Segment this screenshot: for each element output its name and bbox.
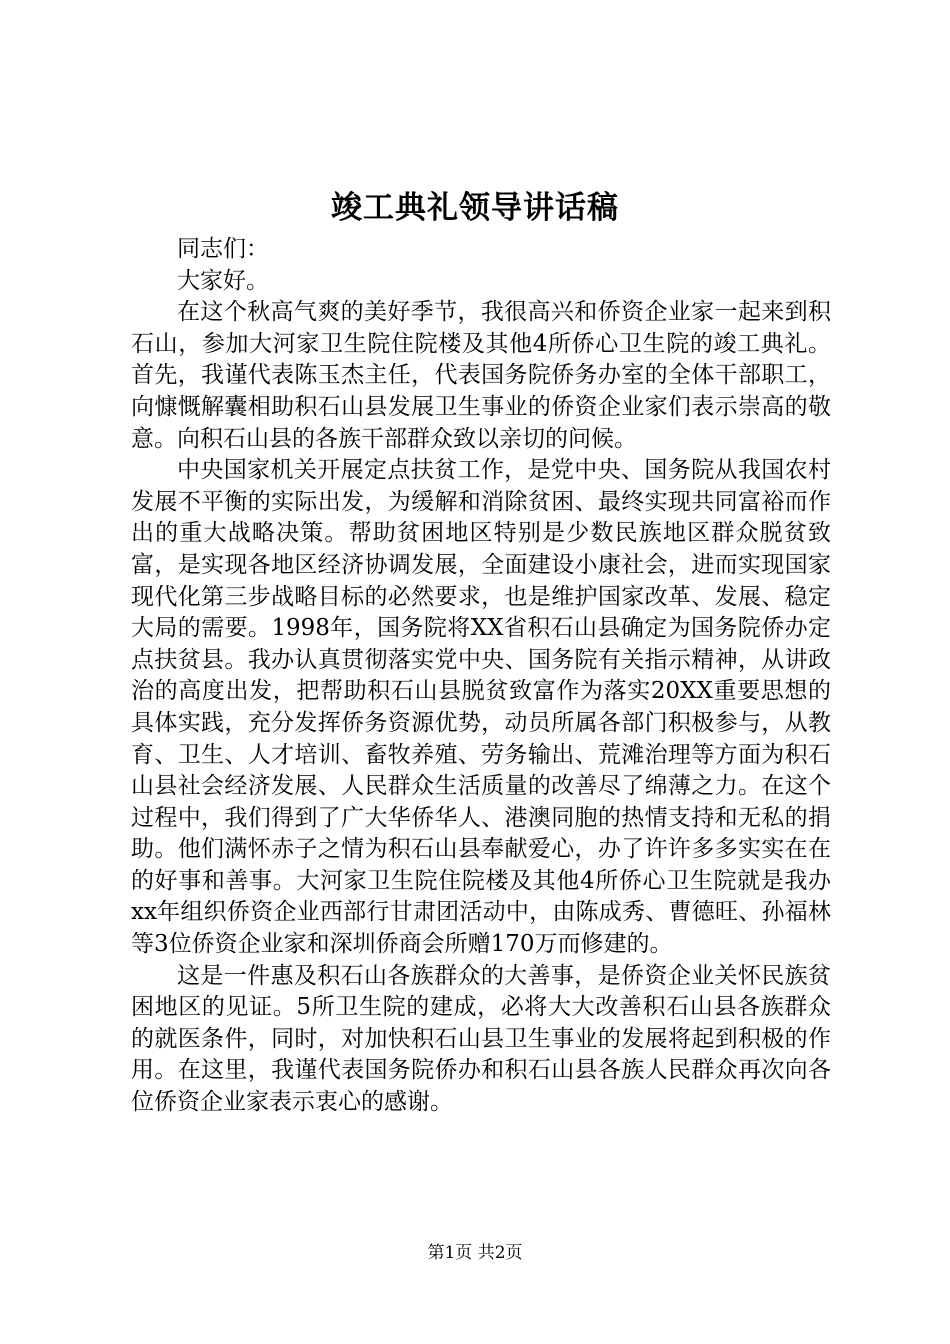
paragraph-thanks: 这是一件惠及积石山各族群众的大善事，是侨资企业关怀民族贫困地区的见证。5所卫生院的建成，必将大大改善积石山县各族群众的就医条件，同时，对加快积石山县卫生事业的发展将起到积极的作用。在这里，我谨代表国务院侨办和积石山县各族人民群众再次向各位侨资企业家表示衷心的感谢。 (131, 962, 831, 1116)
greeting: 大家好。 (177, 267, 269, 294)
paragraph-opening: 在这个秋高气爽的美好季节，我很高兴和侨资企业家一起来到积石山，参加大河家卫生院住院楼及其他4所侨心卫生院的竣工典礼。首先，我谨代表陈玉杰主任，代表国务院侨务办室的全体干部职工，向慷慨解囊相助积石山县发展卫生事业的侨资企业家们表示崇高的敬意。向积石山县的各族干部群众致以亲切的问候。 (131, 299, 831, 452)
document-body (131, 234, 831, 1119)
page-number-footer: 第1页 共2页 (427, 1243, 523, 1263)
paragraph-poverty-relief: 中央国家机关开展定点扶贫工作，是党中央、国务院从我国农村发展不平衡的实际出发，为缓解和消除贫困、最终实现共同富裕而作出的重大战略决策。帮助贫困地区特别是少数民族地区群众脱贫致富，是实现各地区经济协调发展，全面建设小康社会，进而实现国家现代化第三步战略目标的必然要求，也是维护国家改革、发展、稳定大局的需要。1998年，国务院将XX省积石山县确定为国务院侨办定点扶贫县。我办认真贯彻落实党中央、国务院有关指示精神，从讲政治的高度出发，把帮助积石山县脱贫致富作为落实20XX重要思想的具体实践，充分发挥侨务资源优势，动员所属各部门积极参与，从教育、卫生、人才培训、畜牧养殖、劳务输出、荒滩治理等方面为积石山县社会经济发展、人民群众生活质量的改善尽了绵薄之力。在这个过程中，我们得到了广大华侨华人、港澳同胞的热情支持和无私的捐助。他们满怀赤子之情为积石山县奉献爱心，办了许许多多实实在在的好事和善事。大河家卫生院住院楼及其他4所侨心卫生院就是我办xx年组织侨资企业西部行甘肃团活动中，由陈成秀、曹德旺、孙福林等3位侨资企业家和深圳侨商会所赠170万而修建的。 (131, 457, 831, 958)
document-title: 竣工典礼领导讲话稿 (331, 190, 619, 226)
salutation: 同志们： (177, 236, 269, 262)
